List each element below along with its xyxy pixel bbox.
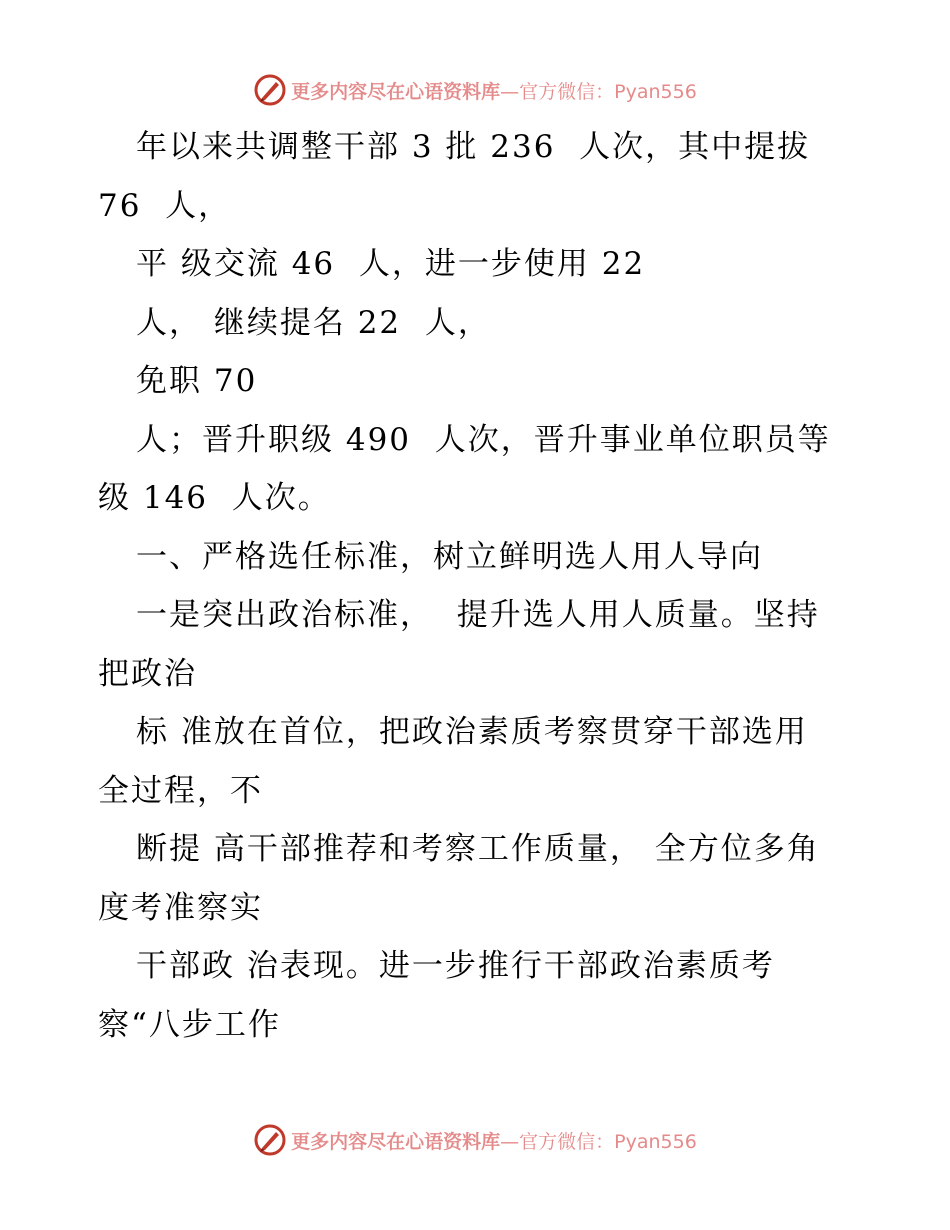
footer-contact-text: —官方微信：Pyan556 <box>500 1130 697 1153</box>
body-text-line: 察“八步工作 <box>98 1006 281 1043</box>
body-text-line: 年以来共调整干部 3 批 236 人次，其中提拔 <box>136 129 811 165</box>
body-text-line: 级 146 人次。 <box>98 480 331 516</box>
header-brand-text: 更多内容尽在心语资料库 <box>291 80 501 103</box>
body-text-line: 平 级交流 46 人，进一步使用 22 <box>136 246 646 282</box>
body-text-line: 标 准放在首位，把政治素质考察贯穿干部选用 <box>136 714 808 750</box>
footer-banner <box>0 1120 950 1160</box>
pen-circle-logo-icon <box>253 73 287 107</box>
body-text-line: 度考准察实 <box>98 889 263 926</box>
body-text-line: 一是突出政治标准， 提升选人用人质量。坚持 <box>136 597 820 633</box>
body-text-line: 干部政 治表现。进一步推行干部政治素质考 <box>136 948 775 984</box>
footer-brand-text: 更多内容尽在心语资料库 <box>291 1130 501 1153</box>
body-text-line: 免职 70 <box>136 363 258 399</box>
pen-circle-logo-icon <box>253 1123 287 1157</box>
header-contact-text: —官方微信：Pyan556 <box>500 80 697 103</box>
body-text-line: 人；晋升职级 490 人次，晋升事业单位职员等 <box>136 421 831 458</box>
body-text-line: 人， 继续提名 22 人， <box>136 304 491 341</box>
body-text-line: 断提 高干部推荐和考察工作质量， 全方位多角 <box>136 831 820 867</box>
document-body <box>98 118 858 1054</box>
header-banner <box>0 70 950 110</box>
body-text-line: 76 人， <box>98 187 232 224</box>
body-text-line: 把政治 <box>98 655 197 692</box>
body-text-line: 全过程，不 <box>98 772 263 809</box>
body-text-line: 一、严格选任标准，树立鲜明选人用人导向 <box>136 538 763 575</box>
